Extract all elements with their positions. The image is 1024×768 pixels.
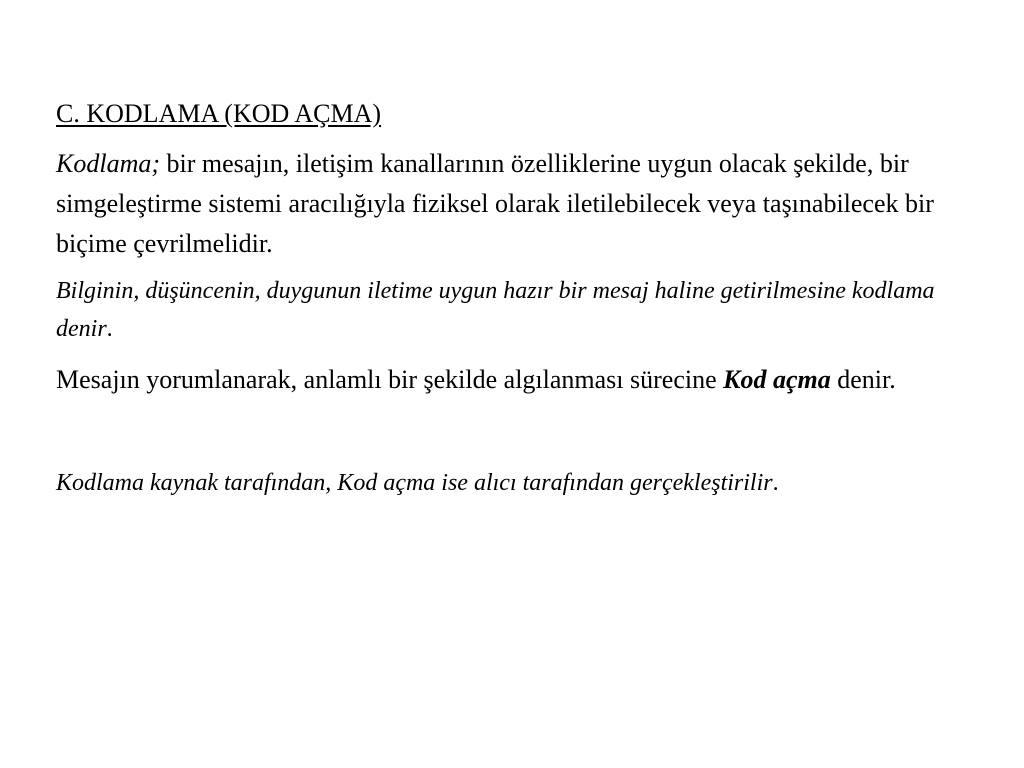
paragraph-kodlama-summary xyxy=(56,272,976,348)
term-kodlama: Kodlama; xyxy=(56,149,160,178)
slide-heading-text: C. KODLAMA (KOD AÇMA) xyxy=(56,99,382,128)
slide-content xyxy=(56,96,976,514)
paragraph-kod-acma-end: denir. xyxy=(830,365,896,394)
paragraph-kaynak-alici xyxy=(56,464,976,502)
paragraph-kodlama-definition xyxy=(56,144,976,264)
paragraph-kodlama-summary-text: Bilginin, düşüncenin, duygunun iletime uygun hazır bir mesaj haline getirilmesine kodlama denir xyxy=(56,278,935,342)
paragraph-kodlama-definition-text: bir mesajın, iletişim kanallarının özelliklerine uygun olacak şekilde, bir simgeleştirme sistemi aracılığıyla fiziksel olarak iletilebilecek veya taşınabilecek bir biçime çevrilmelidir. xyxy=(56,149,934,258)
slide-heading xyxy=(56,96,976,132)
paragraph-kod-acma-definition xyxy=(56,360,976,400)
spacer xyxy=(56,408,976,464)
paragraph-kaynak-alici-period: . xyxy=(772,470,779,496)
term-kod-acma: Kod açma xyxy=(723,365,831,394)
paragraph-kaynak-alici-text: Kodlama kaynak tarafından, Kod açma ise alıcı tarafından gerçekleştirilir xyxy=(56,470,773,496)
paragraph-kodlama-summary-period: . xyxy=(106,316,113,342)
paragraph-kod-acma-text: Mesajın yorumlanarak, anlamlı bir şekilde algılanması sürecine xyxy=(56,365,724,394)
